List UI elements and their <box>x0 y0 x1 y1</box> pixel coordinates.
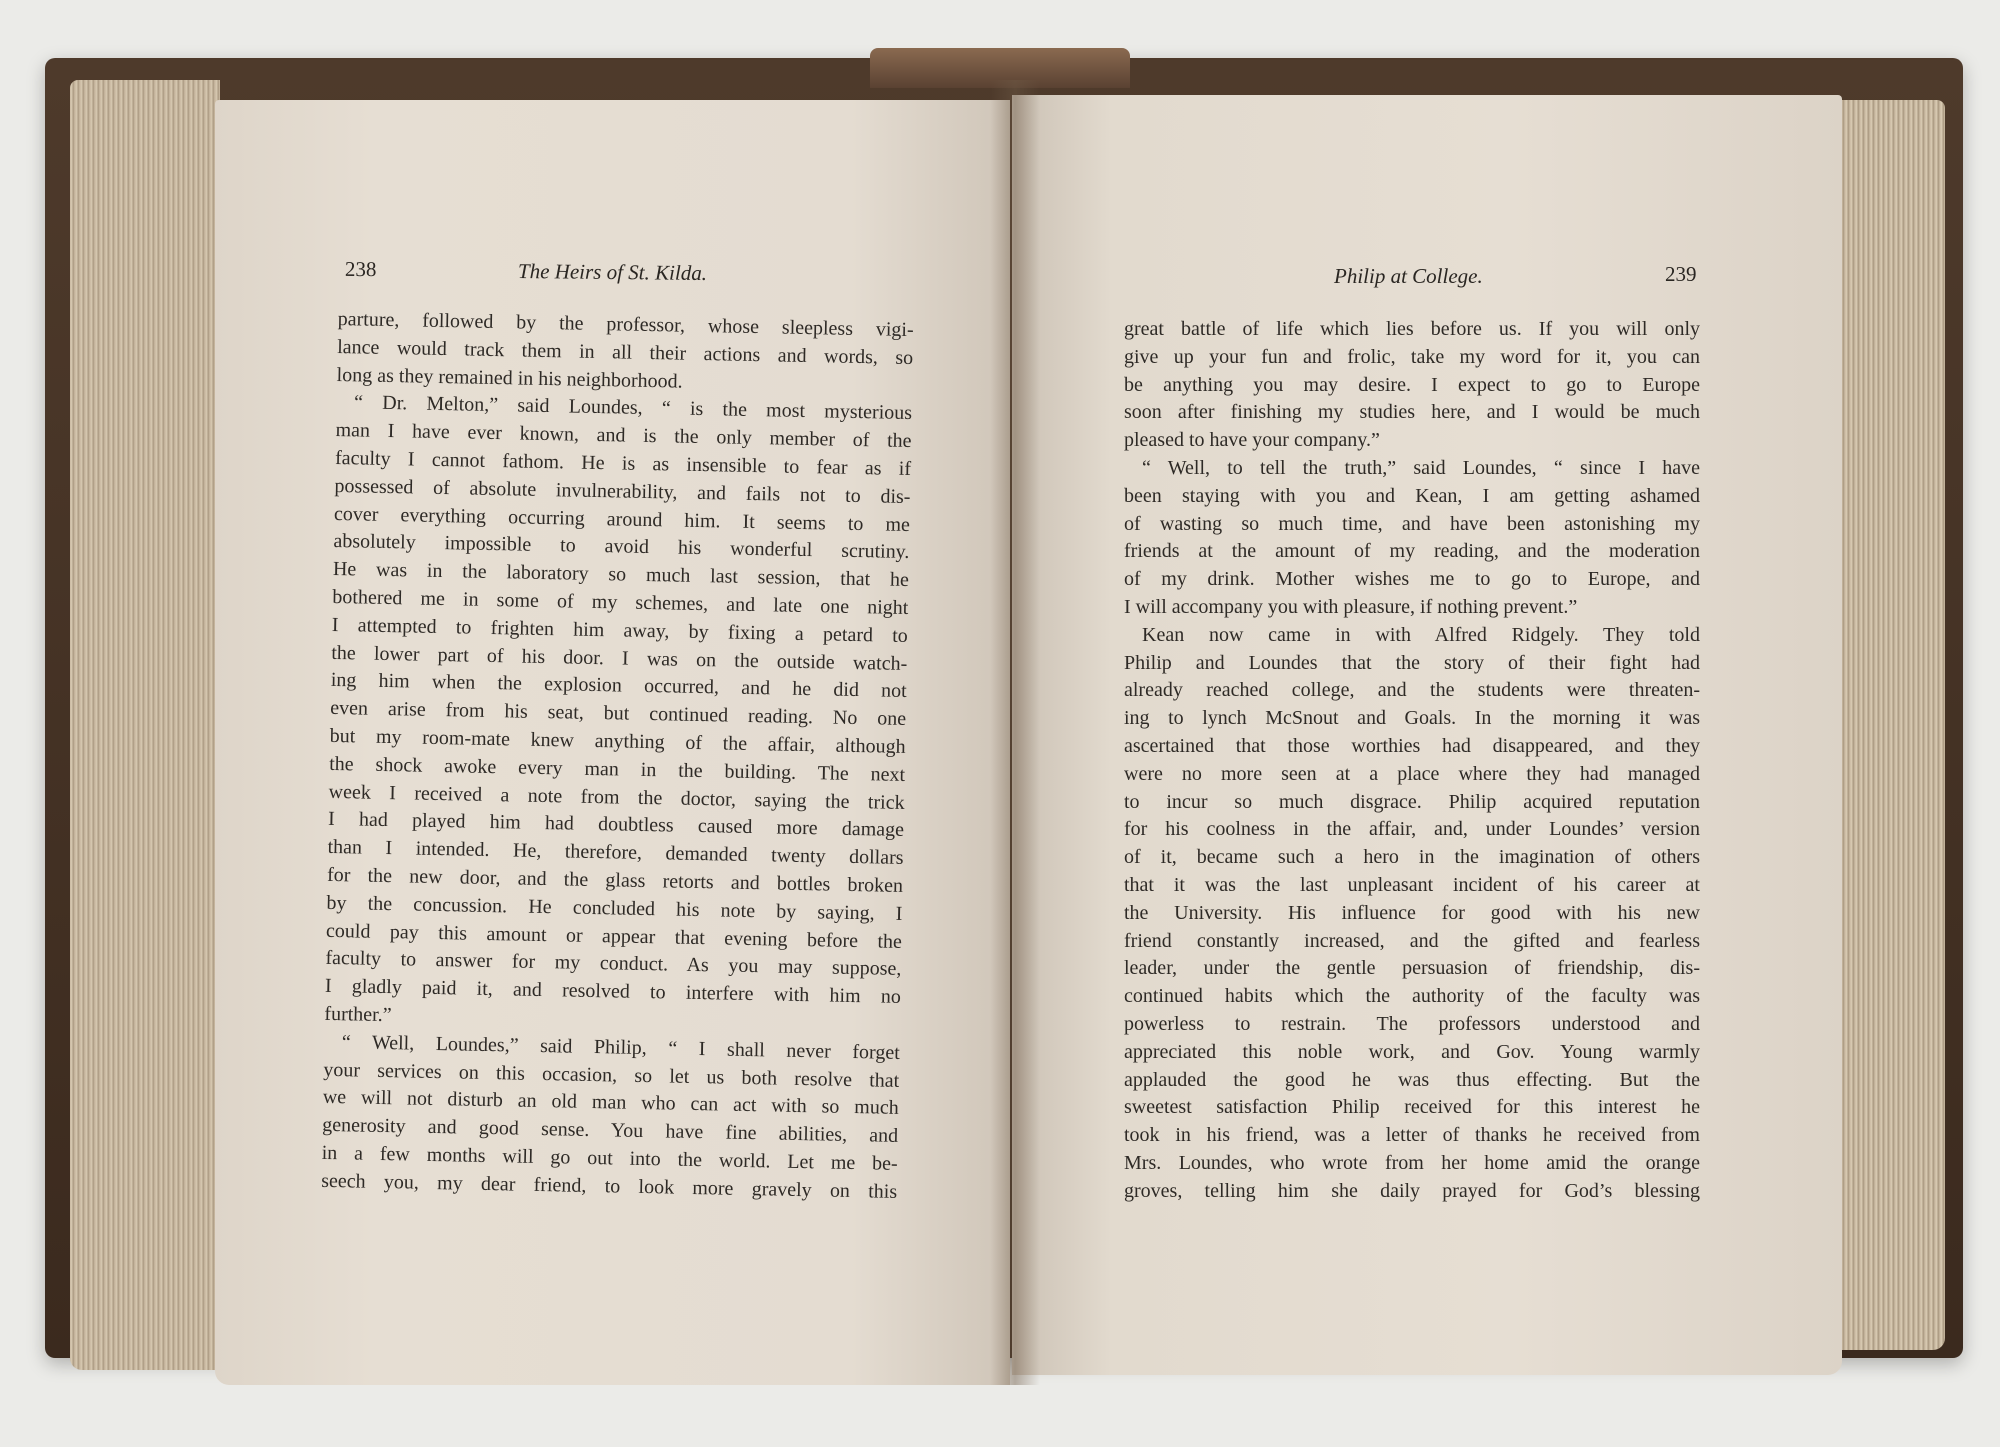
left-page-edges <box>70 80 220 1370</box>
text-line: man I have ever known, and is the only member of the <box>335 419 912 453</box>
left-running-title: The Heirs of St. Kilda. <box>517 259 708 285</box>
text-line: that it was the last unpleasant incident of his career at <box>1124 873 1700 896</box>
left-page-header <box>345 257 377 282</box>
text-line: I gladly paid it, and resolved to interfere with him no <box>324 975 902 1009</box>
text-line: for his coolness in the affair, and, under Loundes’ version <box>1124 818 1700 841</box>
text-line: were no more seen at a place where they had managed <box>1124 762 1700 785</box>
text-line: sweetest satisfaction Philip received for this interest he <box>1124 1096 1700 1119</box>
text-line: the shock awoke every man in the building. The next <box>329 752 906 786</box>
text-line: week I received a note from the doctor, saying the trick <box>328 780 905 814</box>
text-line: parture, followed by the professor, whose sleepless vigi- <box>337 307 914 342</box>
text-line: continued habits which the authority of the faculty was <box>1124 985 1700 1008</box>
text-line: in a few months will go out into the world. Let me be- <box>321 1141 898 1175</box>
text-line: be anything you may desire. I expect to go to Europe <box>1124 373 1700 396</box>
right-page-header <box>1665 262 1697 287</box>
text-line: ing him when the explosion occurred, and he did not <box>330 669 907 703</box>
book-gutter <box>990 80 1040 1385</box>
text-line: ing to lynch McSnout and Goals. In the morning it was <box>1124 707 1700 730</box>
text-line: “ Dr. Melton,” said Loundes, “ is the most mysterious <box>353 391 913 425</box>
text-line: been staying with you and Kean, I am getting ashamed <box>1124 484 1700 507</box>
left-page-body <box>321 306 914 1206</box>
text-line: the lower part of his door. I was on the outside watch- <box>331 641 908 675</box>
text-line: “ Well, to tell the truth,” said Loundes, “ since I have <box>1142 456 1700 479</box>
left-page-number: 238 <box>344 256 377 282</box>
text-line: long as they remained in his neighborhood. <box>336 363 683 393</box>
text-line: already reached college, and the students were threaten- <box>1124 679 1700 702</box>
text-line: by the concussion. He concluded his note by saying, I <box>326 891 903 925</box>
text-line: absolutely impossible to avoid his wonderful scrutiny. <box>333 530 910 564</box>
text-line: seech you, my dear friend, to look more gravely on this <box>320 1169 898 1203</box>
text-line: for the new door, and the glass retorts and bottles broken <box>326 863 904 897</box>
right-page-number: 239 <box>1665 262 1697 286</box>
text-line: cover everything occurring around him. It seems to me <box>333 502 911 536</box>
text-line: give up your fun and frolic, take my word for it, you can <box>1124 345 1700 368</box>
text-line: leader, under the gentle persuasion of friendship, dis- <box>1124 957 1700 980</box>
text-line: ascertained that those worthies had disappeared, and they <box>1124 734 1700 757</box>
text-line: of wasting so much time, and have been astonishing my <box>1124 512 1700 535</box>
right-page-edges <box>1830 100 1945 1350</box>
text-line: friends at the amount of my reading, and the moderation <box>1124 540 1700 563</box>
text-line: groves, telling him she daily prayed for God’s blessing <box>1124 1179 1700 1202</box>
text-line: I attempted to frighten him away, by fixing a petard to <box>331 613 908 647</box>
text-line: further.” <box>324 1002 392 1027</box>
text-line: I will accompany you with pleasure, if nothing prevent.” <box>1124 595 1578 618</box>
text-line: powerless to restrain. The professors understood and <box>1124 1012 1700 1035</box>
text-line: Philip and Loundes that the story of their fight had <box>1124 651 1700 674</box>
text-line: soon after finishing my studies here, and I would be much <box>1124 401 1700 424</box>
text-line: He was in the laboratory so much last session, that he <box>332 558 910 592</box>
text-line: your services on this occasion, so let us both resolve that <box>323 1058 900 1092</box>
text-line: great battle of life which lies before us. If you will only <box>1124 318 1700 340</box>
right-running-title: Philip at College. <box>1334 264 1483 288</box>
right-running-title-wrap <box>1334 264 1483 289</box>
text-line: faculty I cannot fathom. He is as insensible to fear as if <box>334 446 912 481</box>
text-line: I had played him had doubtless caused more damage <box>327 808 905 842</box>
text-line: of my drink. Mother wishes me to go to Europe, and <box>1124 568 1700 591</box>
text-line: could pay this amount or appear that evening before the <box>325 919 903 953</box>
text-line: generosity and good sense. You have fine abilities, and <box>322 1113 899 1148</box>
text-line: Mrs. Loundes, who wrote from her home amid the orange <box>1124 1151 1700 1174</box>
text-line: faculty to answer for my conduct. As you may suppose, <box>325 947 902 981</box>
text-line: the University. His influence for good with his new <box>1124 901 1700 924</box>
text-line: pleased to have your company.” <box>1124 429 1380 452</box>
text-line: of it, became such a hero in the imagination of others <box>1124 846 1700 869</box>
text-line: took in his friend, was a letter of thanks he received from <box>1124 1124 1700 1147</box>
left-running-title-wrap <box>518 259 707 286</box>
text-line: lance would track them in all their actions and words, so <box>337 335 914 369</box>
text-line: applauded the good he was thus effecting. But the <box>1124 1068 1700 1091</box>
text-line: bothered me in some of my schemes, and late one night <box>332 585 909 619</box>
text-line: than I intended. He, therefore, demanded twenty dollars <box>327 836 904 870</box>
text-line: appreciated this noble work, and Gov. Young warmly <box>1124 1040 1700 1063</box>
text-line: we will not disturb an old man who can act with so much <box>322 1086 899 1120</box>
right-page-body <box>1124 316 1700 1206</box>
text-line: possessed of absolute invulnerability, and fails not to dis- <box>334 474 911 508</box>
text-line: Kean now came in with Alfred Ridgely. They told <box>1142 623 1700 646</box>
text-line: to incur so much disgrace. Philip acquired reputation <box>1124 790 1700 813</box>
text-line: “ Well, Loundes,” said Philip, “ I shall never forget <box>341 1030 900 1064</box>
text-line: even arise from his seat, but continued reading. No one <box>330 697 907 731</box>
text-line: but my room-mate knew anything of the affair, although <box>329 724 906 758</box>
text-line: friend constantly increased, and the gifted and fearless <box>1124 929 1700 952</box>
